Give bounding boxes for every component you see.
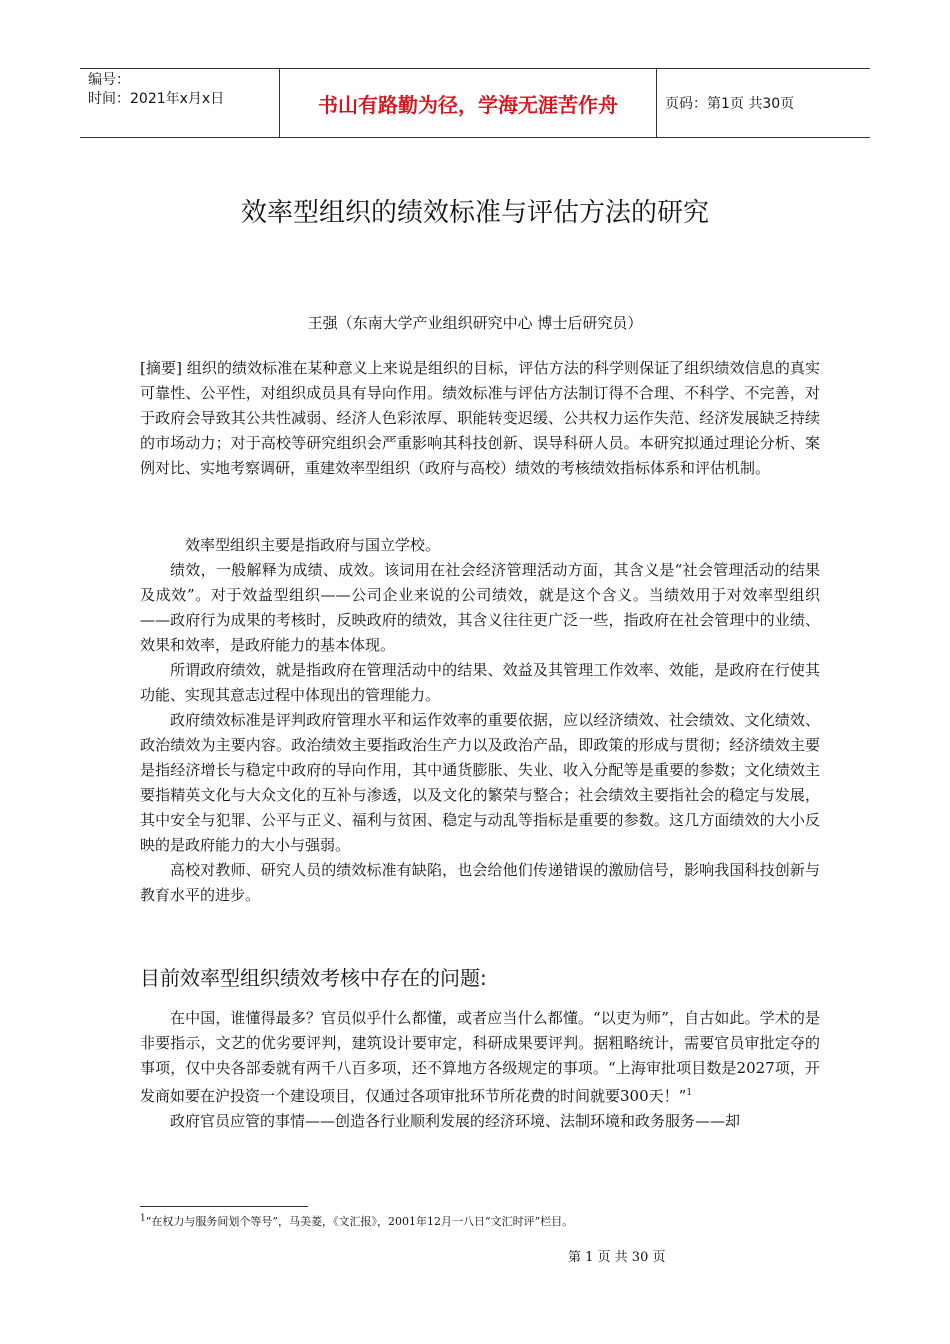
document-title: 效率型组织的绩效标准与评估方法的研究: [240, 198, 709, 228]
paragraph: 所谓政府绩效，就是指政府在管理活动中的结果、效益及其管理工作效率、效能，是政府在行使其功能、实现其意志过程中体现出的管理能力。: [140, 661, 820, 704]
paragraph: 高校对教师、研究人员的绩效标准有缺陷，也会给他们传递错误的激励信号，影响我国科技创新与教育水平的进步。: [140, 861, 820, 904]
page-footer: 第 1 页 共 30 页: [568, 1250, 666, 1265]
date-line: 时间：2021年x月x日: [88, 91, 225, 107]
header-meta: [80, 69, 280, 137]
footnote-ref[interactable]: 1: [686, 1088, 693, 1098]
paragraph: 绩效，一般解释为成绩、成效。该词用在社会经济管理活动方面，其含义是“社会管理活动的结果及成效”。对于效益型组织——公司企业来说的公司绩效，就是这个含义。当绩效用于对效率型组织——政府行为成果的考核时，反映政府的绩效，其含义往往更广泛一些，指政府在社会管理中的业绩、效果和效率，是政府能力的基本体现。: [140, 561, 820, 654]
footnote-divider: [140, 1206, 308, 1207]
footnote: [140, 1213, 573, 1229]
page-header: [80, 68, 870, 138]
header-page-info: 页码：第1页 共30页: [665, 96, 795, 112]
body-section-1: [140, 533, 820, 908]
abstract: [摘要] 组织的绩效标准在某种意义上来说是组织的目标，评估方法的科学则保证了组织绩效信息的真实可靠性、公平性，对组织成员具有导向作用。绩效标准与评估方法制订得不合理、不科学、不完善，对于政府会导致其公共性减弱、经济人色彩浓厚、职能转变迟缓、公共权力运作失范、经济发展缺乏持续的市场动力；对于高校等研究组织会严重影响其科技创新、误导科研人员。本研究拟通过理论分析、案例对比、实地考察调研，重建效率型组织（政府与高校）绩效的考核绩效指标体系和评估机制。: [140, 359, 820, 477]
paragraph: [140, 1006, 820, 1109]
header-motto: 书山有路勤为径，学海无涯苦作舟: [280, 69, 657, 137]
paragraph: 效率型组织主要是指政府与国立学校。: [185, 536, 441, 554]
author-line: 王强（东南大学产业组织研究中心 博士后研究员）: [307, 314, 643, 332]
paragraph-text: 在中国，谁懂得最多？官员似乎什么都懂，或者应当什么都懂。“以吏为师”，自古如此。学术的是非要指示，文艺的优劣要评判，建筑设计要审定，科研成果要评判。据粗略统计，需要官员审批定夺的事项，仅中央各部委就有两千八百多项，还不算地方各级规定的事项。“上海审批项目数是2027项，开发商如要在沪投资一个建设项目，仅通过各项审批环节所花费的时间就要300天！”: [140, 1009, 820, 1105]
paragraph: 政府官员应管的事情——创造各行业顺利发展的经济环境、法制环境和政务服务——却: [170, 1112, 741, 1130]
section-heading: 目前效率型组织绩效考核中存在的问题:: [140, 966, 487, 990]
footnote-text: “在权力与服务间划个等号”，马美菱，《文汇报》，2001年12月一八日“文汇时评”栏目。: [145, 1215, 574, 1228]
paragraph: 政府绩效标准是评判政府管理水平和运作效率的重要依据，应以经济绩效、社会绩效、文化绩效、政治绩效为主要内容。政治绩效主要指政治生产力以及政治产品，即政策的形成与贯彻；经济绩效主要是指经济增长与稳定中政府的导向作用，其中通货膨胀、失业、收入分配等是重要的参数；文化绩效主要指精英文化与大众文化的互补与渗透，以及文化的繁荣与整合；社会绩效主要指社会的稳定与发展，其中安全与犯罪、公平与正义、福利与贫困、稳定与动乱等指标是重要的参数。这几方面绩效的大小反映的是政府能力的大小与强弱。: [140, 711, 820, 854]
body-section-2: [140, 1006, 820, 1134]
number-label: 编号：: [88, 72, 130, 88]
footnote-number: 1: [140, 1213, 146, 1224]
